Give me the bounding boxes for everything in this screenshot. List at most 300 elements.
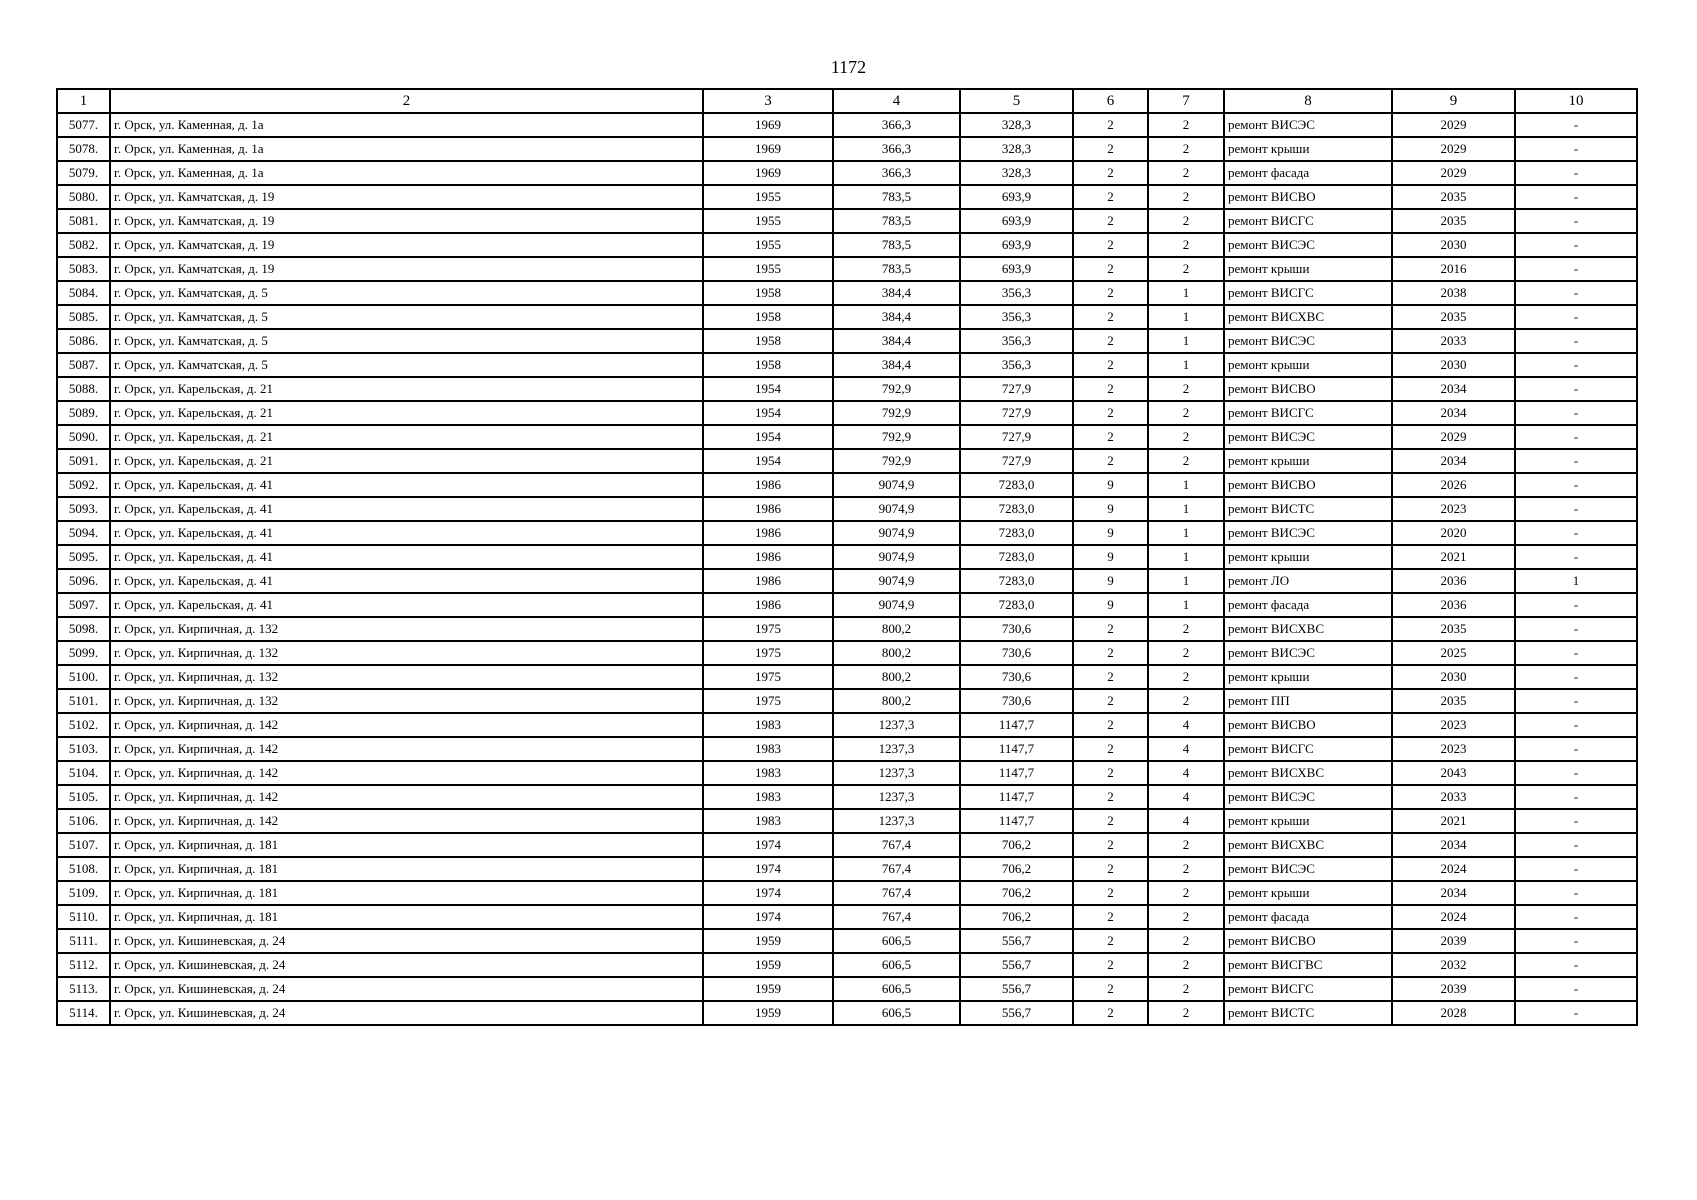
- table-row: [57, 665, 1637, 689]
- row-number-cell: 5113.: [57, 977, 110, 1001]
- address-cell: г. Орск, ул. Карельская, д. 41: [110, 497, 703, 521]
- row-number-cell: 5110.: [57, 905, 110, 929]
- year-cell: 1986: [703, 497, 833, 521]
- planned-year-cell: 2038: [1392, 281, 1515, 305]
- work-type-cell: ремонт ВИСГС: [1224, 281, 1392, 305]
- address-cell: г. Орск, ул. Каменная, д. 1а: [110, 137, 703, 161]
- living-area-cell: 7283,0: [960, 473, 1073, 497]
- work-type-cell: ремонт ВИСТС: [1224, 1001, 1392, 1025]
- address-cell: г. Орск, ул. Камчатская, д. 5: [110, 329, 703, 353]
- entrances-cell: 1: [1148, 497, 1224, 521]
- work-type-cell: ремонт крыши: [1224, 545, 1392, 569]
- note-cell: -: [1515, 977, 1637, 1001]
- note-cell: -: [1515, 161, 1637, 185]
- living-area-cell: 730,6: [960, 617, 1073, 641]
- year-cell: 1954: [703, 401, 833, 425]
- address-cell: г. Орск, ул. Карельская, д. 41: [110, 569, 703, 593]
- floors-cell: 2: [1073, 809, 1148, 833]
- floors-cell: 2: [1073, 161, 1148, 185]
- year-cell: 1955: [703, 185, 833, 209]
- planned-year-cell: 2034: [1392, 833, 1515, 857]
- year-cell: 1969: [703, 161, 833, 185]
- work-type-cell: ремонт ЛО: [1224, 569, 1392, 593]
- planned-year-cell: 2024: [1392, 905, 1515, 929]
- row-number-cell: 5109.: [57, 881, 110, 905]
- total-area-cell: 1237,3: [833, 809, 960, 833]
- living-area-cell: 7283,0: [960, 545, 1073, 569]
- address-cell: г. Орск, ул. Кирпичная, д. 132: [110, 641, 703, 665]
- table-row: [57, 305, 1637, 329]
- living-area-cell: 356,3: [960, 281, 1073, 305]
- floors-cell: 2: [1073, 1001, 1148, 1025]
- total-area-cell: 1237,3: [833, 737, 960, 761]
- planned-year-cell: 2033: [1392, 785, 1515, 809]
- table-row: [57, 737, 1637, 761]
- total-area-cell: 792,9: [833, 425, 960, 449]
- note-cell: -: [1515, 857, 1637, 881]
- living-area-cell: 1147,7: [960, 737, 1073, 761]
- entrances-cell: 2: [1148, 977, 1224, 1001]
- total-area-cell: 767,4: [833, 881, 960, 905]
- living-area-cell: 706,2: [960, 857, 1073, 881]
- total-area-cell: 9074,9: [833, 497, 960, 521]
- table-row: [57, 161, 1637, 185]
- address-cell: г. Орск, ул. Камчатская, д. 5: [110, 353, 703, 377]
- planned-year-cell: 2029: [1392, 161, 1515, 185]
- total-area-cell: 800,2: [833, 689, 960, 713]
- table-row: [57, 449, 1637, 473]
- year-cell: 1958: [703, 305, 833, 329]
- note-cell: -: [1515, 257, 1637, 281]
- planned-year-cell: 2039: [1392, 929, 1515, 953]
- row-number-cell: 5102.: [57, 713, 110, 737]
- planned-year-cell: 2033: [1392, 329, 1515, 353]
- living-area-cell: 693,9: [960, 233, 1073, 257]
- living-area-cell: 706,2: [960, 881, 1073, 905]
- work-type-cell: ремонт крыши: [1224, 353, 1392, 377]
- work-type-cell: ремонт крыши: [1224, 257, 1392, 281]
- floors-cell: 9: [1073, 497, 1148, 521]
- planned-year-cell: 2030: [1392, 233, 1515, 257]
- row-number-cell: 5100.: [57, 665, 110, 689]
- note-cell: -: [1515, 761, 1637, 785]
- floors-cell: 2: [1073, 281, 1148, 305]
- note-cell: -: [1515, 473, 1637, 497]
- entrances-cell: 2: [1148, 881, 1224, 905]
- row-number-cell: 5105.: [57, 785, 110, 809]
- year-cell: 1958: [703, 353, 833, 377]
- note-cell: -: [1515, 665, 1637, 689]
- floors-cell: 2: [1073, 425, 1148, 449]
- year-cell: 1969: [703, 113, 833, 137]
- row-number-cell: 5091.: [57, 449, 110, 473]
- work-type-cell: ремонт ВИСГВС: [1224, 953, 1392, 977]
- total-area-cell: 384,4: [833, 281, 960, 305]
- planned-year-cell: 2043: [1392, 761, 1515, 785]
- year-cell: 1955: [703, 209, 833, 233]
- total-area-cell: 800,2: [833, 665, 960, 689]
- floors-cell: 2: [1073, 761, 1148, 785]
- total-area-cell: 792,9: [833, 377, 960, 401]
- year-cell: 1974: [703, 905, 833, 929]
- note-cell: -: [1515, 641, 1637, 665]
- column-header: 10: [1515, 89, 1637, 113]
- work-type-cell: ремонт крыши: [1224, 809, 1392, 833]
- living-area-cell: 556,7: [960, 977, 1073, 1001]
- note-cell: -: [1515, 233, 1637, 257]
- planned-year-cell: 2035: [1392, 689, 1515, 713]
- living-area-cell: 706,2: [960, 905, 1073, 929]
- table-row: [57, 689, 1637, 713]
- total-area-cell: 366,3: [833, 113, 960, 137]
- floors-cell: 2: [1073, 665, 1148, 689]
- floors-cell: 2: [1073, 209, 1148, 233]
- total-area-cell: 767,4: [833, 833, 960, 857]
- living-area-cell: 7283,0: [960, 593, 1073, 617]
- column-header: 6: [1073, 89, 1148, 113]
- row-number-cell: 5097.: [57, 593, 110, 617]
- planned-year-cell: 2039: [1392, 977, 1515, 1001]
- column-header: 3: [703, 89, 833, 113]
- floors-cell: 9: [1073, 593, 1148, 617]
- year-cell: 1954: [703, 449, 833, 473]
- table-row: [57, 377, 1637, 401]
- table-row: [57, 401, 1637, 425]
- total-area-cell: 1237,3: [833, 785, 960, 809]
- entrances-cell: 2: [1148, 449, 1224, 473]
- year-cell: 1983: [703, 785, 833, 809]
- living-area-cell: 328,3: [960, 137, 1073, 161]
- living-area-cell: 328,3: [960, 113, 1073, 137]
- address-cell: г. Орск, ул. Каменная, д. 1а: [110, 161, 703, 185]
- entrances-cell: 2: [1148, 377, 1224, 401]
- address-cell: г. Орск, ул. Кирпичная, д. 132: [110, 665, 703, 689]
- floors-cell: 2: [1073, 929, 1148, 953]
- entrances-cell: 4: [1148, 809, 1224, 833]
- year-cell: 1955: [703, 233, 833, 257]
- entrances-cell: 2: [1148, 137, 1224, 161]
- work-type-cell: ремонт ВИСВО: [1224, 929, 1392, 953]
- living-area-cell: 727,9: [960, 377, 1073, 401]
- entrances-cell: 2: [1148, 641, 1224, 665]
- living-area-cell: 328,3: [960, 161, 1073, 185]
- entrances-cell: 4: [1148, 785, 1224, 809]
- row-number-cell: 5111.: [57, 929, 110, 953]
- address-cell: г. Орск, ул. Кирпичная, д. 142: [110, 809, 703, 833]
- floors-cell: 2: [1073, 617, 1148, 641]
- table-row: [57, 473, 1637, 497]
- work-type-cell: ремонт ВИСГС: [1224, 977, 1392, 1001]
- table-row: [57, 593, 1637, 617]
- total-area-cell: 767,4: [833, 857, 960, 881]
- address-cell: г. Орск, ул. Карельская, д. 41: [110, 593, 703, 617]
- planned-year-cell: 2032: [1392, 953, 1515, 977]
- note-cell: -: [1515, 329, 1637, 353]
- floors-cell: 2: [1073, 137, 1148, 161]
- note-cell: -: [1515, 449, 1637, 473]
- entrances-cell: 4: [1148, 737, 1224, 761]
- table-row: [57, 521, 1637, 545]
- total-area-cell: 606,5: [833, 977, 960, 1001]
- address-cell: г. Орск, ул. Кирпичная, д. 181: [110, 905, 703, 929]
- total-area-cell: 9074,9: [833, 521, 960, 545]
- living-area-cell: 727,9: [960, 401, 1073, 425]
- entrances-cell: 2: [1148, 233, 1224, 257]
- table-row: [57, 569, 1637, 593]
- row-number-cell: 5085.: [57, 305, 110, 329]
- total-area-cell: 800,2: [833, 617, 960, 641]
- address-cell: г. Орск, ул. Карельская, д. 21: [110, 377, 703, 401]
- work-type-cell: ремонт ВИСЭС: [1224, 641, 1392, 665]
- living-area-cell: 7283,0: [960, 521, 1073, 545]
- row-number-cell: 5089.: [57, 401, 110, 425]
- total-area-cell: 792,9: [833, 401, 960, 425]
- planned-year-cell: 2024: [1392, 857, 1515, 881]
- year-cell: 1975: [703, 617, 833, 641]
- planned-year-cell: 2035: [1392, 209, 1515, 233]
- table-row: [57, 905, 1637, 929]
- entrances-cell: 2: [1148, 113, 1224, 137]
- note-cell: -: [1515, 929, 1637, 953]
- entrances-cell: 2: [1148, 665, 1224, 689]
- address-cell: г. Орск, ул. Карельская, д. 41: [110, 545, 703, 569]
- work-type-cell: ремонт ВИСВО: [1224, 713, 1392, 737]
- row-number-cell: 5078.: [57, 137, 110, 161]
- row-number-cell: 5101.: [57, 689, 110, 713]
- note-cell: -: [1515, 737, 1637, 761]
- living-area-cell: 730,6: [960, 665, 1073, 689]
- floors-cell: 2: [1073, 857, 1148, 881]
- table-row: [57, 785, 1637, 809]
- row-number-cell: 5108.: [57, 857, 110, 881]
- table-row: [57, 233, 1637, 257]
- living-area-cell: 356,3: [960, 329, 1073, 353]
- note-cell: -: [1515, 545, 1637, 569]
- address-cell: г. Орск, ул. Карельская, д. 21: [110, 401, 703, 425]
- year-cell: 1958: [703, 281, 833, 305]
- year-cell: 1959: [703, 1001, 833, 1025]
- work-type-cell: ремонт ВИСВО: [1224, 473, 1392, 497]
- address-cell: г. Орск, ул. Кишиневская, д. 24: [110, 929, 703, 953]
- address-cell: г. Орск, ул. Кирпичная, д. 132: [110, 617, 703, 641]
- row-number-cell: 5080.: [57, 185, 110, 209]
- floors-cell: 2: [1073, 881, 1148, 905]
- work-type-cell: ремонт ВИСЭС: [1224, 521, 1392, 545]
- row-number-cell: 5095.: [57, 545, 110, 569]
- page-number: 1172: [830, 57, 867, 77]
- row-number-cell: 5096.: [57, 569, 110, 593]
- total-area-cell: 1237,3: [833, 713, 960, 737]
- floors-cell: 2: [1073, 353, 1148, 377]
- note-cell: -: [1515, 713, 1637, 737]
- work-type-cell: ремонт ВИСТС: [1224, 497, 1392, 521]
- work-type-cell: ремонт фасада: [1224, 161, 1392, 185]
- address-cell: г. Орск, ул. Камчатская, д. 5: [110, 305, 703, 329]
- address-cell: г. Орск, ул. Кирпичная, д. 132: [110, 689, 703, 713]
- year-cell: 1975: [703, 641, 833, 665]
- floors-cell: 2: [1073, 905, 1148, 929]
- table-row: [57, 425, 1637, 449]
- floors-cell: 2: [1073, 377, 1148, 401]
- living-area-cell: 1147,7: [960, 785, 1073, 809]
- column-header: 7: [1148, 89, 1224, 113]
- table-row: [57, 953, 1637, 977]
- address-cell: г. Орск, ул. Кирпичная, д. 181: [110, 833, 703, 857]
- living-area-cell: 730,6: [960, 641, 1073, 665]
- work-type-cell: ремонт ВИСХВС: [1224, 833, 1392, 857]
- floors-cell: 2: [1073, 185, 1148, 209]
- row-number-cell: 5077.: [57, 113, 110, 137]
- living-area-cell: 556,7: [960, 953, 1073, 977]
- row-number-cell: 5104.: [57, 761, 110, 785]
- year-cell: 1959: [703, 977, 833, 1001]
- address-cell: г. Орск, ул. Кишиневская, д. 24: [110, 977, 703, 1001]
- year-cell: 1986: [703, 569, 833, 593]
- address-cell: г. Орск, ул. Карельская, д. 41: [110, 521, 703, 545]
- table-row: [57, 617, 1637, 641]
- year-cell: 1983: [703, 809, 833, 833]
- note-cell: -: [1515, 305, 1637, 329]
- table-row: [57, 713, 1637, 737]
- table-row: [57, 881, 1637, 905]
- table-row: [57, 353, 1637, 377]
- work-type-cell: ремонт ВИСЭС: [1224, 425, 1392, 449]
- note-cell: -: [1515, 497, 1637, 521]
- living-area-cell: 1147,7: [960, 761, 1073, 785]
- table-row: [57, 929, 1637, 953]
- table-row: [57, 185, 1637, 209]
- total-area-cell: 783,5: [833, 209, 960, 233]
- living-area-cell: 556,7: [960, 1001, 1073, 1025]
- address-cell: г. Орск, ул. Карельская, д. 21: [110, 425, 703, 449]
- entrances-cell: 1: [1148, 305, 1224, 329]
- address-cell: г. Орск, ул. Кирпичная, д. 181: [110, 881, 703, 905]
- entrances-cell: 2: [1148, 401, 1224, 425]
- address-cell: г. Орск, ул. Кирпичная, д. 142: [110, 761, 703, 785]
- row-number-cell: 5090.: [57, 425, 110, 449]
- row-number-cell: 5086.: [57, 329, 110, 353]
- column-header: 4: [833, 89, 960, 113]
- year-cell: 1986: [703, 473, 833, 497]
- total-area-cell: 9074,9: [833, 569, 960, 593]
- work-type-cell: ремонт крыши: [1224, 881, 1392, 905]
- table-row: [57, 1001, 1637, 1025]
- living-area-cell: 356,3: [960, 305, 1073, 329]
- entrances-cell: 4: [1148, 713, 1224, 737]
- entrances-cell: 2: [1148, 617, 1224, 641]
- living-area-cell: 1147,7: [960, 713, 1073, 737]
- table-row: [57, 761, 1637, 785]
- planned-year-cell: 2029: [1392, 425, 1515, 449]
- note-cell: -: [1515, 785, 1637, 809]
- address-cell: г. Орск, ул. Карельская, д. 41: [110, 473, 703, 497]
- year-cell: 1986: [703, 545, 833, 569]
- note-cell: -: [1515, 809, 1637, 833]
- floors-cell: 2: [1073, 449, 1148, 473]
- work-type-cell: ремонт ВИСЭС: [1224, 233, 1392, 257]
- floors-cell: 2: [1073, 401, 1148, 425]
- row-number-cell: 5079.: [57, 161, 110, 185]
- floors-cell: 2: [1073, 329, 1148, 353]
- entrances-cell: 2: [1148, 209, 1224, 233]
- entrances-cell: 4: [1148, 761, 1224, 785]
- entrances-cell: 2: [1148, 689, 1224, 713]
- note-cell: 1: [1515, 569, 1637, 593]
- table-row: [57, 497, 1637, 521]
- planned-year-cell: 2023: [1392, 497, 1515, 521]
- living-area-cell: 727,9: [960, 425, 1073, 449]
- planned-year-cell: 2035: [1392, 305, 1515, 329]
- address-cell: г. Орск, ул. Камчатская, д. 19: [110, 233, 703, 257]
- table-row: [57, 977, 1637, 1001]
- row-number-cell: 5092.: [57, 473, 110, 497]
- planned-year-cell: 2029: [1392, 113, 1515, 137]
- note-cell: -: [1515, 377, 1637, 401]
- planned-year-cell: 2034: [1392, 449, 1515, 473]
- note-cell: -: [1515, 881, 1637, 905]
- work-type-cell: ремонт крыши: [1224, 449, 1392, 473]
- floors-cell: 2: [1073, 689, 1148, 713]
- living-area-cell: 7283,0: [960, 497, 1073, 521]
- note-cell: -: [1515, 209, 1637, 233]
- year-cell: 1974: [703, 881, 833, 905]
- row-number-cell: 5103.: [57, 737, 110, 761]
- planned-year-cell: 2020: [1392, 521, 1515, 545]
- planned-year-cell: 2034: [1392, 377, 1515, 401]
- address-cell: г. Орск, ул. Камчатская, д. 19: [110, 209, 703, 233]
- year-cell: 1969: [703, 137, 833, 161]
- table-row: [57, 209, 1637, 233]
- entrances-cell: 2: [1148, 857, 1224, 881]
- row-number-cell: 5098.: [57, 617, 110, 641]
- year-cell: 1959: [703, 929, 833, 953]
- row-number-cell: 5107.: [57, 833, 110, 857]
- note-cell: -: [1515, 953, 1637, 977]
- planned-year-cell: 2036: [1392, 593, 1515, 617]
- entrances-cell: 2: [1148, 425, 1224, 449]
- table-row: [57, 641, 1637, 665]
- note-cell: -: [1515, 353, 1637, 377]
- row-number-cell: 5106.: [57, 809, 110, 833]
- planned-year-cell: 2035: [1392, 185, 1515, 209]
- column-header: 8: [1224, 89, 1392, 113]
- year-cell: 1983: [703, 737, 833, 761]
- note-cell: -: [1515, 905, 1637, 929]
- note-cell: -: [1515, 401, 1637, 425]
- total-area-cell: 767,4: [833, 905, 960, 929]
- planned-year-cell: 2034: [1392, 881, 1515, 905]
- year-cell: 1959: [703, 953, 833, 977]
- row-number-cell: 5112.: [57, 953, 110, 977]
- note-cell: -: [1515, 593, 1637, 617]
- entrances-cell: 1: [1148, 329, 1224, 353]
- planned-year-cell: 2016: [1392, 257, 1515, 281]
- total-area-cell: 783,5: [833, 185, 960, 209]
- table-row: [57, 113, 1637, 137]
- table-header-row: [57, 89, 1637, 113]
- living-area-cell: 730,6: [960, 689, 1073, 713]
- table-row: [57, 281, 1637, 305]
- living-area-cell: 693,9: [960, 209, 1073, 233]
- entrances-cell: 1: [1148, 281, 1224, 305]
- floors-cell: 9: [1073, 473, 1148, 497]
- year-cell: 1983: [703, 761, 833, 785]
- work-type-cell: ремонт ВИСХВС: [1224, 617, 1392, 641]
- floors-cell: 2: [1073, 713, 1148, 737]
- total-area-cell: 384,4: [833, 353, 960, 377]
- floors-cell: 2: [1073, 785, 1148, 809]
- year-cell: 1975: [703, 665, 833, 689]
